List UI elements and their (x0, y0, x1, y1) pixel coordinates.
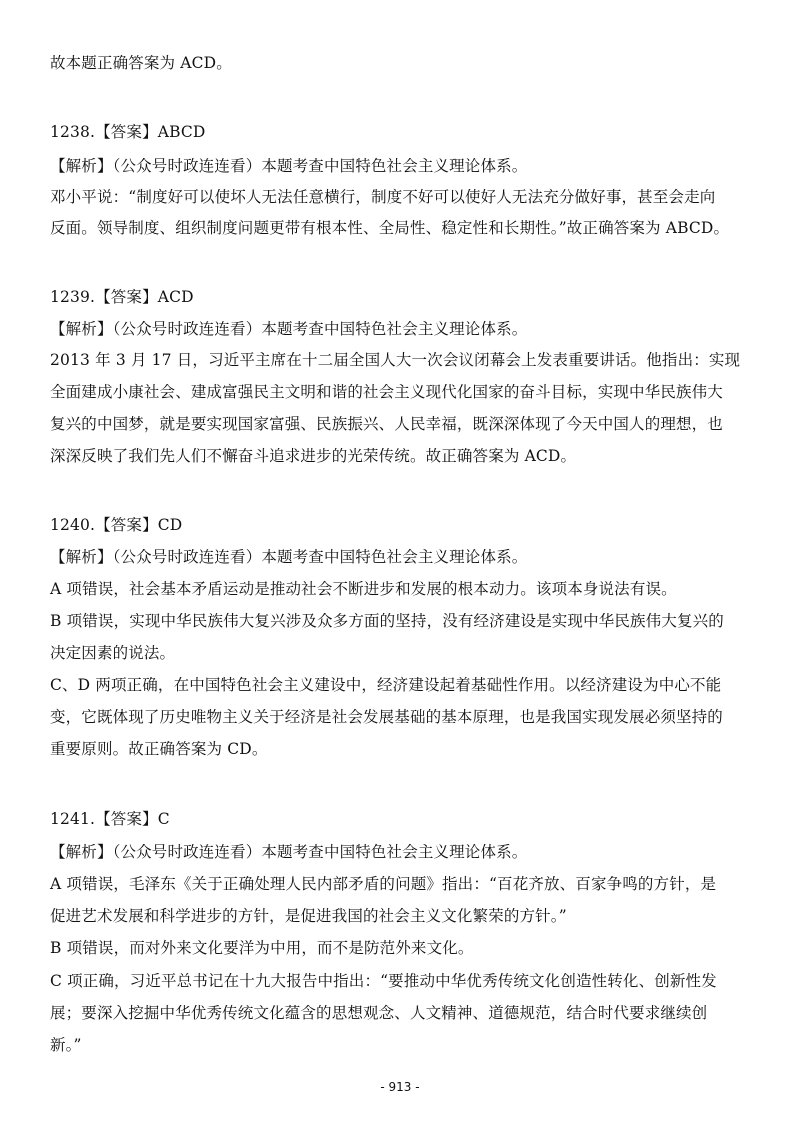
text-line: 【解析】（公众号时政连连看）本题考查中国特色社会主义理论体系。 (50, 548, 528, 566)
text-line: 促进艺术发展和科学进步的方针，是促进我国的社会主义文化繁荣的方针。” (50, 907, 567, 925)
text-line: B 项错误，实现中华民族伟大复兴涉及众多方面的坚持，没有经济建设是实现中华民族伟大复兴的 (50, 612, 724, 630)
text-line: A 项错误，毛泽东《关于正确处理人民内部矛盾的问题》指出：“百花齐放、百家争鸣的方针，是 (50, 875, 717, 893)
text-line: 重要原则。故正确答案为 CD。 (50, 740, 268, 758)
text-line: 展；要深入挖掘中华优秀传统文化蕴含的思想观念、人文精神、道德规范，结合时代要求继续创 (50, 1004, 708, 1022)
text-line: 2013 年 3 月 17 日，习近平主席在十二届全国人大一次会议闭幕会上发表重要讲话。他指出：实现 (50, 351, 741, 369)
text-line: 决定因素的说法。 (50, 644, 176, 662)
text-line: 变，它既体现了历史唯物主义关于经济是社会发展基础的基本原理，也是我国实现发展必须坚持的 (50, 708, 723, 726)
text-line: 【解析】（公众号时政连连看）本题考查中国特色社会主义理论体系。 (50, 320, 528, 338)
text-line: 深深反映了我们先人们不懈奋斗追求进步的光荣传统。故正确答案为 ACD。 (50, 447, 577, 465)
text-line: 反面。领导制度、组织制度问题更带有根本性、全局性、稳定性和长期性。”故正确答案为 ABCD。 (50, 219, 730, 237)
answer-heading-1238: 1238.【答案】ABCD (50, 123, 206, 141)
text-line: 复兴的中国梦，就是要实现国家富强、民族振兴、人民幸福，既深深体现了今天中国人的理想，也 (50, 415, 723, 433)
text-line: 全面建成小康社会、建成富强民主文明和谐的社会主义现代化国家的奋斗目标，实现中华民族伟大 (50, 383, 723, 401)
text-line: 邓小平说：“制度好可以使坏人无法任意横行，制度不好可以使好人无法充分做好事，甚至会走向 (50, 188, 716, 206)
text-line: 【解析】（公众号时政连连看）本题考查中国特色社会主义理论体系。 (50, 157, 528, 175)
answer-heading-1239: 1239.【答案】ACD (50, 288, 194, 306)
text-line: C 项正确，习近平总书记在十九大报告中指出：“要推动中华优秀传统文化创造性转化、创新性发 (50, 972, 717, 990)
text-line: 故本题正确答案为 ACD。 (50, 54, 232, 72)
text-line: 【解析】（公众号时政连连看）本题考查中国特色社会主义理论体系。 (50, 843, 528, 861)
text-line: C、D 两项正确，在中国特色社会主义建设中，经济建设起着基础性作用。以经济建设为中心不能 (50, 676, 722, 694)
text-line: A 项错误，社会基本矛盾运动是推动社会不断进步和发展的根本动力。该项本身说法有误。 (50, 580, 677, 598)
answer-heading-1241: 1241.【答案】C (50, 810, 170, 828)
text-line: B 项错误，而对外来文化要洋为中用，而不是防范外来文化。 (50, 939, 474, 957)
page-number: - 913 - (380, 1080, 420, 1094)
text-line: 新。” (50, 1036, 82, 1054)
answer-heading-1240: 1240.【答案】CD (50, 516, 183, 534)
